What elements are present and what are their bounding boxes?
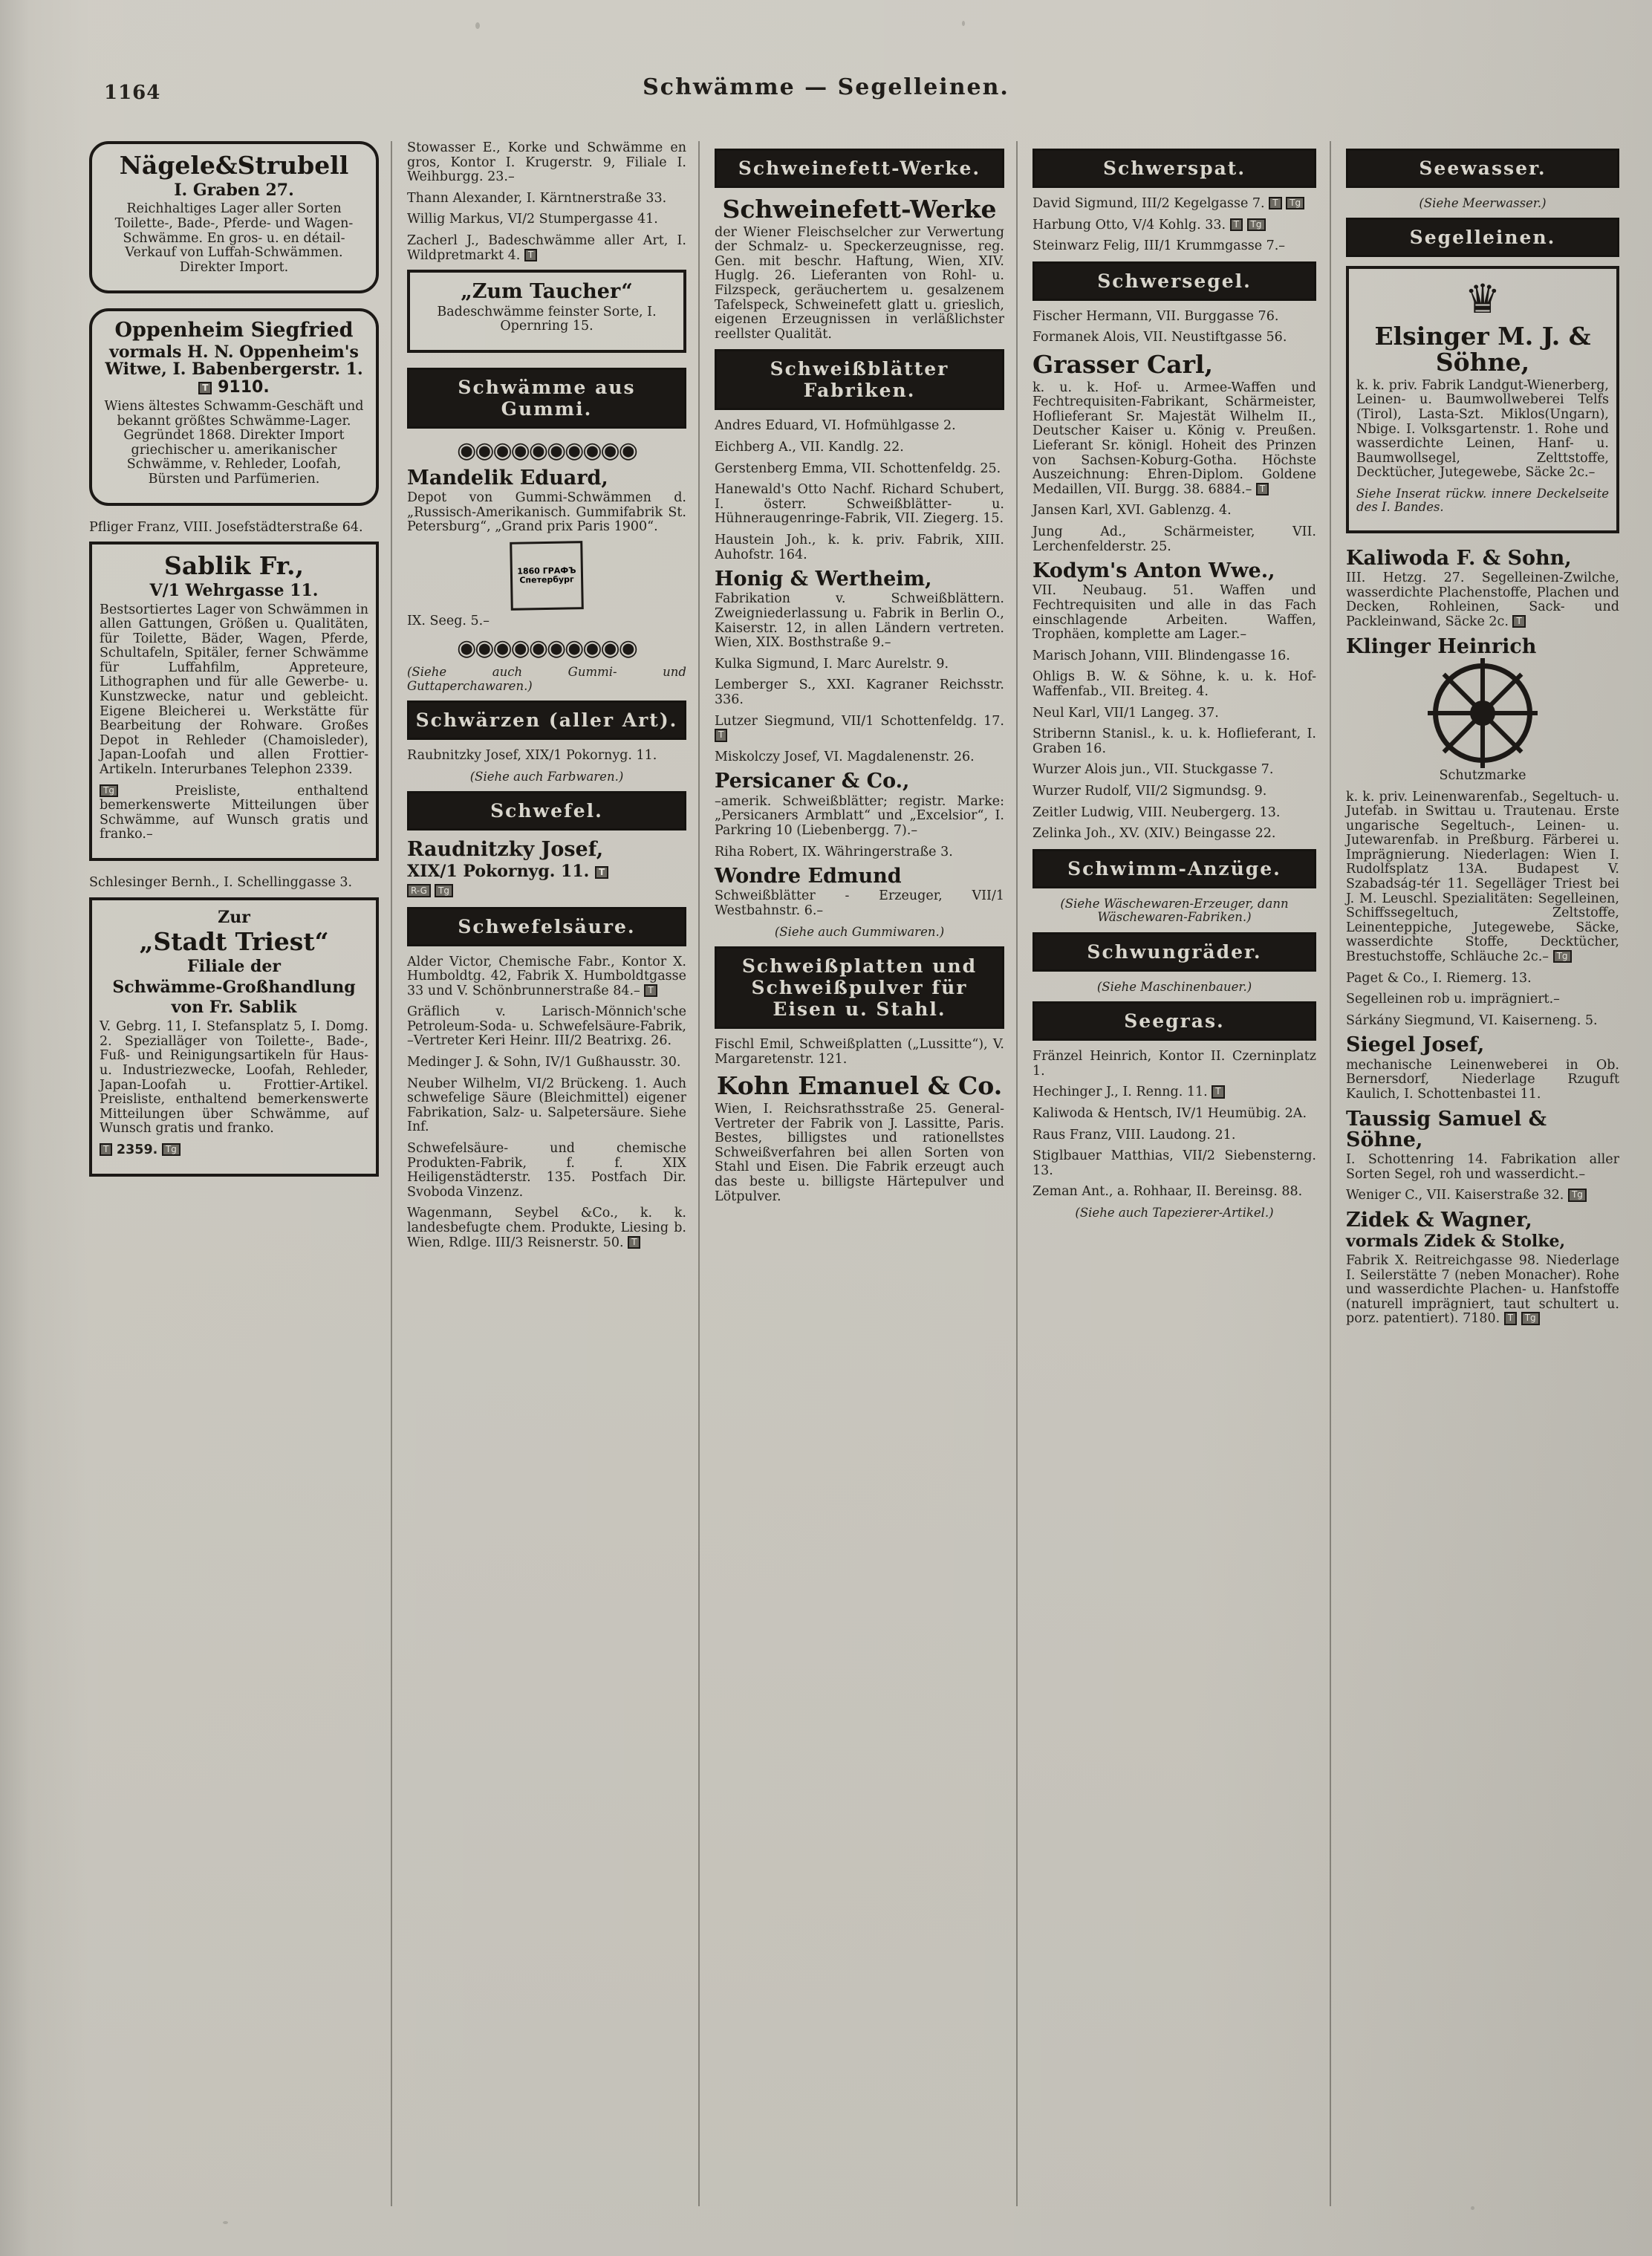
column-divider <box>391 141 392 2206</box>
listing-text: Harbung Otto, V/4 Kohlg. 33. <box>1032 217 1226 233</box>
telephone-icon: T <box>1256 483 1269 495</box>
telephone-icon: T <box>595 866 608 879</box>
decorative-chain-rule: ◉◉◉◉◉◉◉◉◉◉ <box>457 635 637 662</box>
section-header-schwaerzen: Schwärzen (aller Art). <box>407 700 686 740</box>
telephone-icon: Tg <box>100 784 118 797</box>
ad-wondre-edmund <box>715 866 1004 939</box>
ad-title: Sablik Fr., <box>164 551 304 581</box>
telephone-icon: T <box>1269 197 1281 209</box>
listing-entry: Wurzer Alois jun., VII. Stuckgasse 7. <box>1032 762 1274 778</box>
ad-phone-line <box>100 1143 368 1158</box>
listing-entry: Wurzer Rudolf, VII/2 Sigmundsg. 9. <box>1032 784 1267 799</box>
ad-tail-text: Preisliste, enthaltend bemerkenswerte Mitteilungen über Schwämme, auf Wunsch gratis und franko.– <box>100 783 368 842</box>
listing-entry: Fischl Emil, Schweißplatten („Lussitte“), V. Margaretenstr. 121. <box>715 1037 1004 1067</box>
ad-kodym <box>1032 561 1316 643</box>
ad-subtitle: vormals Zidek & Stolke, <box>1346 1232 1566 1252</box>
ad-subtitle-1: Filiale der <box>187 956 281 976</box>
listing-entry: Jung Ad., Schärmeister, VII. Lerchenfelderstr. 25. <box>1032 524 1316 554</box>
ad-title: Taussig Samuel & Söhne, <box>1346 1107 1547 1151</box>
ad-phone: 9110. <box>218 378 270 397</box>
ad-address <box>407 863 686 881</box>
telegraph-icon: Tg <box>1247 218 1266 231</box>
ad-mandelik <box>407 468 686 629</box>
ad-title: Raudnitzky Josef, <box>407 838 604 862</box>
ad-elsinger <box>1346 266 1619 533</box>
listing-entry: Medinger J. & Sohn, IV/1 Gußhausstr. 30. <box>407 1055 681 1070</box>
listing-entry: Schlesinger Bernh., I. Schellinggasse 3. <box>89 875 353 890</box>
telephone-icon: T <box>1504 1312 1517 1324</box>
listing-text: Hechinger J., I. Renng. 11. <box>1032 1085 1208 1100</box>
ad-body-text: k. k. priv. Leinenwarenfab., Segeltuch- u. Jutefab. in Swittau u. Trautenau. Erste ungarische Segeltuch-, Leinen- u. Jutewarenfab. in Preßburg. Färberei u. Imprägnierung. Niederlagen: Wien I. Rudolfsplatz 13A. Budapest V. Szabadság-tér 11. Segelläger Triest bei J. M. Leuschl. Spezialitäten: Segelleinen, Schiffssegeltuch, Zeltstoffe, Leinenteppiche, Jutegewebe, Säcke, wasserdichte Stoffe, Decktücher, Brestuchstoffe, Schläuche 2c.– <box>1346 789 1619 965</box>
ad-raudnitzky <box>407 839 686 897</box>
ad-body: Schweißblätter - Erzeuger, VII/1 Westbahnstr. 6.– <box>715 888 1004 919</box>
listing-text: Zacherl J., Badeschwämme aller Art, I. Wildpretmarkt 4. <box>407 233 686 263</box>
page-number: 1164 <box>104 82 161 104</box>
ad-subtitle-3: von Fr. Sablik <box>171 998 297 1018</box>
ad-grasser-carl <box>1032 349 1316 497</box>
listing-entry: Hanewald's Otto Nachf. Richard Schubert, I. österr. Schweißblätter- u. Hühneraugenringe-Fabrik, VII. Ziegerg. 15. <box>715 482 1004 527</box>
ad-title: Kohn Emanuel & Co. <box>716 1071 1003 1101</box>
ad-body <box>1346 1254 1619 1327</box>
running-head: Schwämme — Segelleinen. <box>643 74 1009 100</box>
ad-address <box>100 344 368 397</box>
listing-entry: Stribernn Stanisl., k. u. k. Hoflieferant, I. Graben 16. <box>1032 726 1316 756</box>
ad-body: Fabrikation v. Schweißblättern. Zweigniederlassung u. Fabrik in Berlin O., Kaiserstr. 12, in allen Ländern vertreten. Wien, XIX. Bosthstraße 9.– <box>715 591 1004 651</box>
telephone-icon: T <box>715 729 727 741</box>
ad-honig-wertheim <box>715 569 1004 651</box>
trademark-label: Schutzmarke <box>1439 767 1526 783</box>
cross-reference-note: (Siehe auch Gummiwaren.) <box>774 924 945 939</box>
column-4 <box>1032 141 1316 1226</box>
telegraph-icon: Tg <box>162 1143 181 1156</box>
ad-address-text: XIX/1 Pokornyg. 11. <box>407 861 590 881</box>
listing-entry: Raus Franz, VIII. Laudong. 21. <box>1032 1127 1236 1142</box>
section-header-schwerspat: Schwerspat. <box>1032 149 1316 188</box>
listing-entry: Stiglbauer Matthias, VII/2 Siebensterng. 13. <box>1032 1148 1316 1178</box>
ad-taussig <box>1346 1109 1619 1183</box>
ad-body: der Wiener Fleischselcher zur Verwertung der Schmalz- u. Speckerzeugnisse, reg. Gen. mit beschr. Haftung, Wien, XIV. Huglg. 26. Lieferanten von Rohl- u. Filzspeck, geräuchertem u. gesalzenem Tafelspeck, Schweinefett glatt u. grieslich, eigenen Erzeugnissen in verläßlichster reellster Qualität. <box>715 224 1004 342</box>
ad-title: Nägele&Strubell <box>119 151 349 180</box>
eagle-crest-icon: ♛ <box>1464 276 1501 323</box>
telephone-icon: T <box>1212 1085 1224 1098</box>
ad-phone: 2359. <box>116 1142 158 1157</box>
registry-icon: R-G <box>407 884 431 897</box>
listing-entry: Sárkány Siegmund, VI. Kaiserneng. 5. <box>1346 1012 1598 1028</box>
ad-title: Oppenheim Siegfried <box>114 319 354 342</box>
section-header-schweinefett-werke: Schweinefett-Werke. <box>715 149 1004 188</box>
listing-entry: Lemberger S., XXI. Kagraner Reichsstr. 336. <box>715 677 1004 708</box>
ad-body: –amerik. Schweißblätter; registr. Marke: „Persicaners Armblatt“ und „Excelsior“, I. Parkring 10 (Liebenbergg. 7).– <box>715 793 1004 838</box>
listing-entry: Willig Markus, VI/2 Stumpergasse 41. <box>407 212 658 227</box>
section-header-schwimm-anzuege: Schwimm-Anzüge. <box>1032 849 1316 888</box>
listing-entry: Steinwarz Felig, III/1 Krummgasse 7.– <box>1032 238 1286 254</box>
listing-entry: Miskolczy Josef, VI. Magdalenenstr. 26. <box>715 749 975 764</box>
listing-entry: Kaliwoda & Hentsch, IV/1 Heumübig. 2A. <box>1032 1105 1307 1121</box>
section-header-schwaemme-gummi: Schwämme aus Gummi. <box>407 368 686 429</box>
section-header-schwefel: Schwefel. <box>407 791 686 830</box>
ad-sablik <box>89 542 379 861</box>
section-header-schweissblaetter-fabriken: Schweißblätter Fabriken. <box>715 349 1004 410</box>
listing-entry: Kulka Sigmund, I. Marc Aurelstr. 9. <box>715 656 949 672</box>
listing-text: David Sigmund, III/2 Kegelgasse 7. <box>1032 196 1265 211</box>
ad-body: mechanische Leinenweberei in Ob. Bernersdorf, Niederlage Rzuguft Kaulich, I. Schottenbastei 11. <box>1346 1057 1619 1102</box>
listing-entry: Gerstenberg Emma, VII. Schottenfeldg. 25. <box>715 461 1001 476</box>
ad-stadt-triest <box>89 897 379 1177</box>
ad-naegele-strubell <box>89 141 379 293</box>
ad-address: V/1 Wehrgasse 11. <box>149 580 319 600</box>
ad-title: Mandelik Eduard, <box>407 466 608 490</box>
ad-pretitle: Zur <box>218 907 250 927</box>
telephone-icon: T <box>1512 615 1525 628</box>
column-divider <box>698 141 700 2206</box>
telephone-icon: T <box>100 1143 112 1156</box>
listing-entry: Segelleinen rob u. imprägniert.– <box>1346 992 1560 1007</box>
listing-text: Weniger C., VII. Kaiserstraße 32. <box>1346 1188 1564 1203</box>
listing-text: Lutzer Siegmund, VII/1 Schottenfeldg. 17. <box>715 713 1004 729</box>
ad-address-text: vormals H. N. Oppenheim's Witwe, I. Babenbergerstr. 1. <box>105 342 363 380</box>
ad-body <box>1346 571 1619 629</box>
ad-siegel-josef <box>1346 1035 1619 1102</box>
listing-entry: Riha Robert, IX. Währingerstraße 3. <box>715 844 953 859</box>
ad-title: Grasser Carl, <box>1032 349 1214 379</box>
ad-body-text: III. Hetzg. 27. Segelleinen-Zwilche, wasserdichte Plachenstoffe, Plachen und Decken, Rohleinen, Sack- und Packleinwand, Säcke 2c. <box>1346 570 1619 629</box>
ad-body-text: Fabrik X. Reitreichgasse 98. Niederlage I. Seilerstätte 7 (neben Monacher). Rohe und wasserdichte Plachen- u. Hanfstoffe (naturell imprägniert, taut schultert u. porz. patentiert). 7180. <box>1346 1253 1619 1327</box>
listing-entry <box>1032 197 1316 212</box>
ad-schweinefett-werke <box>715 197 1004 342</box>
listing-entry: Eichberg A., VII. Kandlg. 22. <box>715 439 904 455</box>
telegraph-icon: Tg <box>435 884 453 897</box>
ad-body: Bestsortiertes Lager von Schwämmen in allen Gattungen, Größen u. Qualitäten, für Toilette, Bäder, Wagen, Pferde, Schultafeln, Spitäler, ferner Schwämme für Luffahfilm, Appreteure, Lithographen und für alle Gewerbe- u. Kunstzwecke, natur und gebleicht. Eigene Bleicherei u. Werkstätte für Bearbeitung der Rohware. Großes Depot in Rehleder (Chamoisleder), Japan-Loofah und allen Frottier-Artikeln. Interurbanes Telephon 2339. <box>100 602 368 778</box>
ad-title: Persicaner & Co., <box>715 770 910 793</box>
column-divider <box>1016 141 1018 2206</box>
ad-body <box>1346 790 1619 965</box>
column-2 <box>407 141 686 1257</box>
listing-entry: Neuber Wilhelm, VI/2 Brückeng. 1. Auch schwefelige Säure (Bleichmittel) eigener Fabrikation, Salz- u. Salpetersäure. Siehe Inf. <box>407 1076 686 1135</box>
ad-body: Wien, I. Reichsrathsstraße 25. General-Vertreter der Fabrik von J. Lassitte, Paris. Bestes, billigstes und rationellstes Schweißverfahren bei allen Sorten von Stahl und Eisen. Die Fabrik erzeugt auch das beste u. billigste Härtepulver und Lötpulver. <box>715 1101 1004 1204</box>
ad-body: Wiens ältestes Schwamm-Geschäft und bekannt größtes Schwämme-Lager. Gegründet 1868. Direkter Import griechischer u. amerikanischer Schwämme, v. Rehleder, Loofah, Bürsten und Parfümerien. <box>104 398 364 487</box>
ad-body <box>1032 381 1316 498</box>
section-header-schwungraeder: Schwungräder. <box>1032 932 1316 972</box>
ad-title: Kaliwoda F. & Sohn, <box>1346 546 1572 570</box>
ad-title: „Stadt Triest“ <box>139 927 329 957</box>
ad-title: Siegel Josef, <box>1346 1033 1485 1057</box>
listing-text: Wagenmann, Seybel &Co., k. k. landesbefugte chem. Produkte, Liesing b. Wien, Rdlge. III/3 Reisnerstr. 50. <box>407 1206 686 1250</box>
listing-entry: Thann Alexander, I. Kärntnerstraße 33. <box>407 190 667 206</box>
listing-entry <box>407 955 686 999</box>
cross-reference-note: (Siehe auch Tapezierer-Artikel.) <box>1075 1205 1274 1220</box>
trademark-seal-icon: 1860 ГРАФЪ Спетербург <box>510 541 584 611</box>
listing-entry: Stowasser E., Korke und Schwämme en gros, Kontor I. Krugerstr. 9, Filiale I. Weihburgg. 23.– <box>407 140 686 185</box>
ad-address: IX. Seeg. 5.– <box>407 613 490 628</box>
listing-entry: Formanek Alois, VII. Neustiftgasse 56. <box>1032 330 1287 345</box>
section-header-schwersegel: Schwersegel. <box>1032 261 1316 301</box>
ad-body: Badeschwämme feinster Sorte, I. Opernring 15. <box>437 304 657 334</box>
listing-entry: Fränzel Heinrich, Kontor II. Czerninplatz 1. <box>1032 1049 1316 1079</box>
column-divider <box>1330 141 1331 2206</box>
listing-entry: Haustein Joh., k. k. priv. Fabrik, XIII. Auhofstr. 164. <box>715 532 1004 562</box>
listing-entry <box>715 715 1004 744</box>
section-header-seegras: Seegras. <box>1032 1001 1316 1041</box>
cross-reference-note: (Siehe Wäschewaren-Erzeuger, dann Wäschewaren-Fabriken.) <box>1060 896 1289 925</box>
cross-reference-note: (Siehe auch Farbwaren.) <box>469 769 624 784</box>
ad-body: Depot von Gummi-Schwämmen d. „Russisch-Amerikanisch. Gummifabrik St. Petersburg“, „Grand prix Paris 1900“. <box>407 490 686 535</box>
ad-body: I. Schottenring 14. Fabrikation aller Sorten Segel, roh und wasserdicht.– <box>1346 1152 1619 1182</box>
telephone-icon: T <box>198 382 212 394</box>
listing-entry <box>407 1206 686 1250</box>
column-1 <box>89 141 379 1192</box>
listing-entry: Schwefelsäure- und chemische Produkten-Fabrik, f. f. XIX Heiligenstädterstr. 135. Postfach Dir. Svoboda Vinzenz. <box>407 1141 686 1200</box>
listing-entry: Marisch Johann, VIII. Blindengasse 16. <box>1032 648 1290 663</box>
listing-entry: Gräflich v. Larisch-Mönnich'sche Petroleum-Soda- u. Schwefelsäure-Fabrik, –Vertreter Keri Heinr. III/2 Beatrixg. 26. <box>407 1004 686 1049</box>
telegraph-icon: Tg <box>1286 197 1304 209</box>
ad-body: Reichhaltiges Lager aller Sorten Toilette-, Bade-, Pferde- und Wagen-Schwämme. En gros- u. en détail-Verkauf von Luffah-Schwämmen. Direkter Import. <box>114 201 354 275</box>
ad-address: I. Graben 27. <box>174 180 294 200</box>
listing-text: Alder Victor, Chemische Fabr., Kontor X. Humboldtg. 42, Fabrik X. Humboldtgasse 33 und V. Schönbrunnerstraße 84.– <box>407 954 686 998</box>
listing-entry <box>1032 218 1316 233</box>
section-header-schweissplatten: Schweißplatten und Schweißpulver für Eisen u. Stahl. <box>715 946 1004 1029</box>
listing-entry: Neul Karl, VII/1 Langeg. 37. <box>1032 705 1219 721</box>
ad-body: VII. Neubaug. 51. Waffen und Fechtrequisiten und alle in das Fach einschlagende Arbeiten. Waffen, Trophäen, komplette am Lager.– <box>1032 583 1316 643</box>
listing-entry: Zeman Ant., a. Rohhaar, II. Bereinsg. 88. <box>1032 1184 1303 1200</box>
cross-reference-note: (Siehe Meerwasser.) <box>1419 196 1547 210</box>
ad-title: „Zum Taucher“ <box>461 280 633 304</box>
listing-entry: Ohligs B. W. & Söhne, k. u. k. Hof-Waffenfab., VII. Breiteg. 4. <box>1032 669 1316 700</box>
cross-reference-note: (Siehe Maschinenbauer.) <box>1096 979 1252 994</box>
ad-marks <box>407 884 686 898</box>
ad-title: Elsinger M. J. & Söhne, <box>1374 322 1591 377</box>
ad-kohn-emanuel <box>715 1073 1004 1204</box>
listing-entry: Fischer Hermann, VII. Burggasse 76. <box>1032 308 1279 324</box>
listing-entry <box>407 234 686 263</box>
ad-body: V. Gebrg. 11, I. Stefansplatz 5, I. Domg. 2. Spezialläger von Toilette-, Bade-, Fuß- und Reinigungsartikeln für Haus- u. Industriezwecke, Loofah, Rehleder, Japan-Loofah u. Frottier-Artikel. Preisliste, enthaltend bemerkenswerte Mitteilungen über Schwämme, auf Wunsch gratis und franko. <box>100 1019 368 1137</box>
telegraph-icon: Tg <box>1521 1312 1540 1324</box>
section-header-schwefelsaeure: Schwefelsäure. <box>407 907 686 946</box>
ad-title: Schweinefett-Werke <box>722 195 997 224</box>
ad-tail: Siehe Inserat rückw. innere Deckelseite des I. Bandes. <box>1356 486 1609 515</box>
ad-zidek-wagner <box>1346 1210 1619 1327</box>
ad-zum-taucher <box>407 270 686 353</box>
listing-entry: Raubnitzky Josef, XIX/1 Pokornyg. 11. <box>407 748 657 764</box>
telephone-icon: T <box>524 249 537 261</box>
listing-entry: Zelinka Joh., XV. (XIV.) Beingasse 22. <box>1032 826 1276 842</box>
listing-entry: Paget & Co., I. Riemerg. 13. <box>1346 970 1532 986</box>
ships-wheel-trademark-icon <box>1433 663 1532 763</box>
ad-kaliwoda <box>1346 548 1619 630</box>
cross-reference-note: (Siehe auch Gummi- und Guttaperchawaren.) <box>407 665 686 693</box>
ad-body <box>1356 379 1609 481</box>
ad-title: Zidek & Wagner, <box>1346 1209 1532 1232</box>
section-header-segelleinen: Segelleinen. <box>1346 218 1619 257</box>
ad-subtitle-2: Schwämme-Großhandlung <box>112 977 356 997</box>
listing-entry: Pfliger Franz, VIII. Josefstädterstraße 64. <box>89 519 363 535</box>
ad-klinger-heinrich <box>1346 634 1619 965</box>
telegraph-icon: Tg <box>1568 1189 1587 1201</box>
ad-tail <box>100 784 368 842</box>
ad-title: Klinger Heinrich <box>1346 634 1537 658</box>
listing-entry: Andres Eduard, VI. Hofmühlgasse 2. <box>715 418 956 434</box>
ad-oppenheim-siegfried <box>89 308 379 505</box>
listing-entry: Jansen Karl, XVI. Gablenzg. 4. <box>1032 503 1232 519</box>
listing-entry <box>1032 1085 1316 1100</box>
ad-body-text: k. k. priv. Fabrik Landgut-Wienerberg, Leinen- u. Baumwollweberei Telfs (Tirol), Lasta-Szt. Miklos(Ungarn), Nbige. I. Volksgartenstr. 1. Rohe und wasserdichte Leinen, Hanf- u. Baumwollsegel, Zelttstoffe, Decktücher, Jutegewebe, Säcke 2c.– <box>1356 377 1609 481</box>
column-3 <box>715 141 1004 1211</box>
ad-title: Kodym's Anton Wwe., <box>1032 559 1275 583</box>
ad-title: Honig & Wertheim, <box>715 568 932 591</box>
telephone-icon: T <box>1230 218 1243 231</box>
section-header-seewasser: Seewasser. <box>1346 149 1619 188</box>
telephone-icon: T <box>628 1236 640 1249</box>
ad-body-text: k. u. k. Hof- u. Armee-Waffen und Fechtrequisiten-Fabrikant, Schärmeister, Hoflieferant Sr. Majestät Wilhelm II., Deutscher Kaiser u. König v. Preußen. Lieferant Sr. königl. Hoheit des Prinzen von Sachsen-Koburg-Gotha. Höchste Auszeichnung: Ehren-Diplom. Goldene Medaillen, VII. Burgg. 38. 6884.– <box>1032 380 1316 497</box>
ad-persicaner <box>715 771 1004 838</box>
column-5 <box>1346 141 1619 1333</box>
listing-entry <box>1346 1189 1619 1203</box>
telegraph-icon: Tg <box>1553 950 1572 963</box>
ad-title: Wondre Edmund <box>715 865 902 888</box>
listing-entry: Zeitler Ludwig, VIII. Neubergerg. 13. <box>1032 804 1281 820</box>
decorative-chain-rule: ◉◉◉◉◉◉◉◉◉◉ <box>457 437 637 464</box>
telephone-icon: T <box>644 984 657 997</box>
